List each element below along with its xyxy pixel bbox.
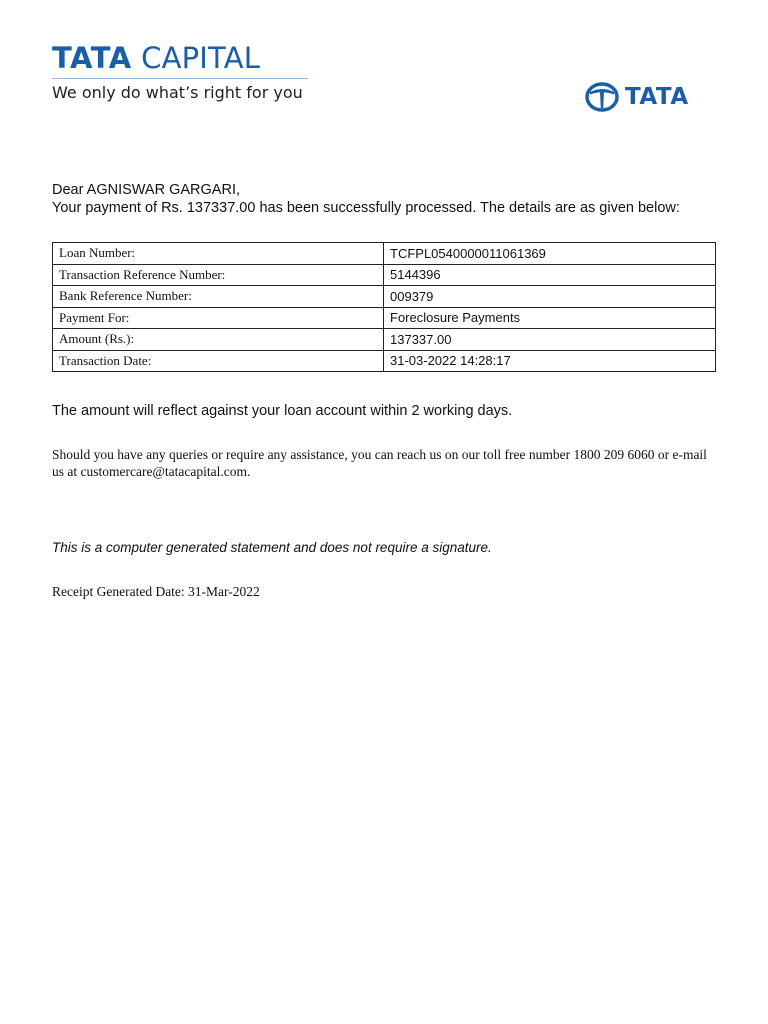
- receipt-generated-date: Receipt Generated Date: 31-Mar-2022: [52, 584, 260, 599]
- row-value: 31-03-2022 14:28:17: [384, 350, 716, 372]
- table-row: [53, 350, 716, 372]
- row-label: Payment For:: [53, 307, 384, 329]
- row-value: TCFPL0540000011061369: [384, 243, 716, 265]
- table-row: [53, 329, 716, 351]
- row-label: Loan Number:: [53, 243, 384, 265]
- brand-title-bold: TATA: [52, 41, 132, 75]
- tata-wordmark: TATA: [625, 84, 689, 110]
- tata-capital-logo: [52, 40, 312, 103]
- row-value: 009379: [384, 286, 716, 308]
- row-label: Transaction Date:: [53, 350, 384, 372]
- brand-title-rest: CAPITAL: [141, 41, 261, 75]
- row-value: 137337.00: [384, 329, 716, 351]
- table-row: [53, 264, 716, 286]
- brand-title: [52, 40, 312, 76]
- table-row: [53, 243, 716, 265]
- row-value: Foreclosure Payments: [384, 307, 716, 329]
- payment-details-table: [52, 242, 716, 372]
- queries-paragraph: Should you have any queries or require any assistance, you can reach us on our toll free number 1800 209 6060 or e-mail us at customercare@tatacapital.com.: [52, 447, 707, 479]
- payment-intro: Your payment of Rs. 137337.00 has been successfully processed. The details are as given below:: [52, 200, 680, 216]
- row-value: 5144396: [384, 264, 716, 286]
- row-label: Amount (Rs.):: [53, 329, 384, 351]
- row-label: Transaction Reference Number:: [53, 264, 384, 286]
- computer-generated-note: This is a computer generated statement and does not require a signature.: [52, 540, 492, 555]
- table-row: [53, 286, 716, 308]
- brand-tagline: We only do what’s right for you: [52, 83, 303, 102]
- row-label: Bank Reference Number:: [53, 286, 384, 308]
- greeting: Dear AGNISWAR GARGARI,: [52, 182, 240, 198]
- tata-group-logo: [585, 82, 689, 112]
- tata-logo-icon: [585, 82, 619, 112]
- table-row: [53, 307, 716, 329]
- brand-divider: [52, 78, 308, 79]
- reflect-note: The amount will reflect against your loan account within 2 working days.: [52, 403, 513, 419]
